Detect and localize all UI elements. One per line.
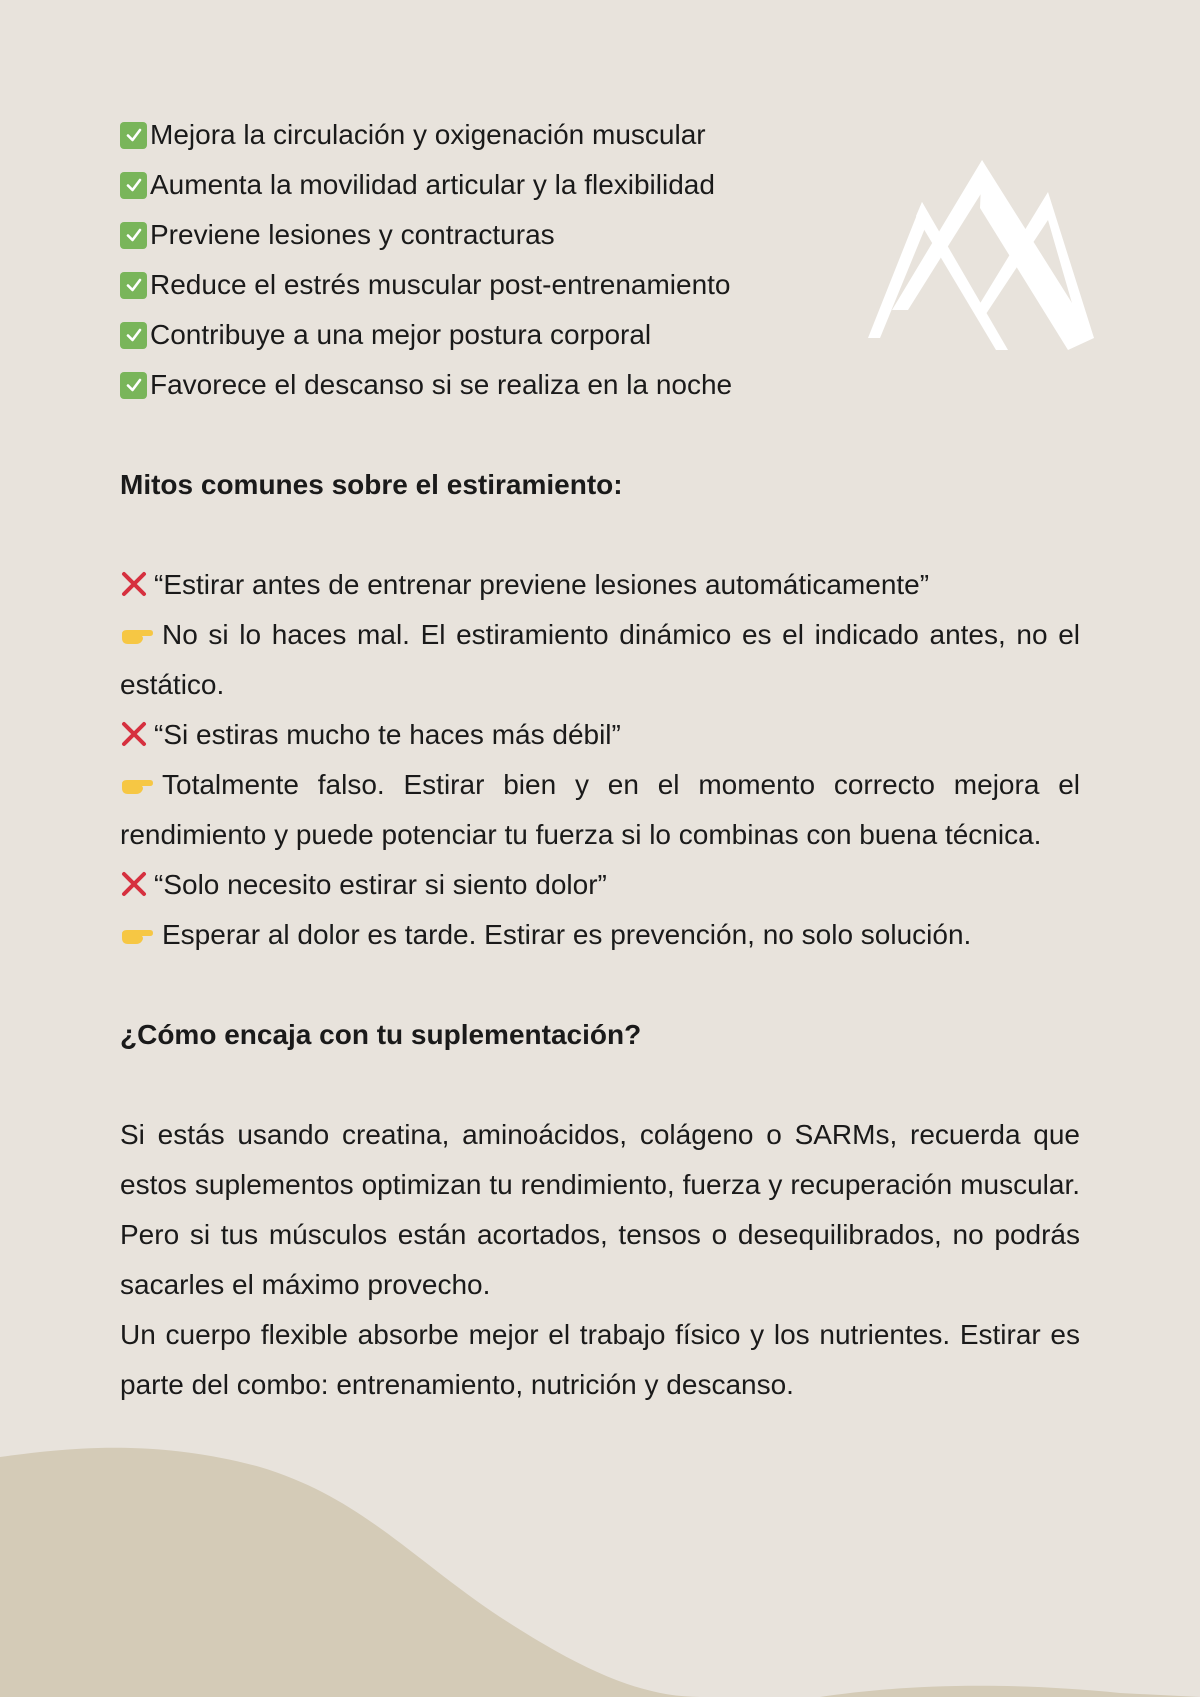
benefit-text: Aumenta la movilidad articular y la flexibilidad	[150, 169, 715, 200]
myth-answer	[120, 910, 1080, 960]
benefit-text: Favorece el descanso si se realiza en la noche	[150, 369, 733, 400]
supplement-heading: ¿Cómo encaja con tu suplementación?	[120, 1019, 642, 1050]
check-mark-icon	[120, 172, 147, 199]
pointing-hand-icon	[120, 926, 154, 946]
answer-text: No si lo haces mal. El estiramiento dinámico es el indicado antes, no el estático.	[120, 619, 1080, 700]
myth-answer	[120, 610, 1080, 710]
cross-mark-icon	[120, 720, 148, 748]
decorative-wave	[0, 1437, 1200, 1697]
benefit-text: Previene lesiones y contracturas	[150, 219, 555, 250]
cross-mark-icon	[120, 570, 148, 598]
benefits-list	[120, 110, 1080, 410]
myth-text: “Estirar antes de entrenar previene lesiones automáticamente”	[154, 569, 930, 600]
pointing-hand-icon	[120, 626, 154, 646]
benefit-text: Mejora la circulación y oxigenación muscular	[150, 119, 706, 150]
benefit-item	[120, 360, 1080, 410]
answer-text: Esperar al dolor es tarde. Estirar es prevención, no solo solución.	[162, 919, 972, 950]
document-content	[120, 110, 1080, 1410]
myths-heading: Mitos comunes sobre el estiramiento:	[120, 469, 623, 500]
check-mark-icon	[120, 372, 147, 399]
benefit-item	[120, 310, 1080, 360]
supplement-body	[120, 1110, 1080, 1410]
paragraph: Un cuerpo flexible absorbe mejor el trabajo físico y los nutrientes. Estirar es parte del combo: entrenamiento, nutrición y descanso.	[120, 1319, 1080, 1400]
benefit-item	[120, 260, 1080, 310]
myth-text: “Solo necesito estirar si siento dolor”	[154, 869, 607, 900]
answer-text: Totalmente falso. Estirar bien y en el momento correcto mejora el rendimiento y puede potenciar tu fuerza si lo combinas con buena técnica.	[120, 769, 1080, 850]
paragraph: Si estás usando creatina, aminoácidos, colágeno o SARMs, recuerda que estos suplementos optimizan tu rendimiento, fuerza y recuperación muscular. Pero si tus músculos están acortados, tensos o desequilibrados, no podrás sacarles el máximo provecho.	[120, 1119, 1080, 1300]
benefit-item	[120, 160, 1080, 210]
benefit-item	[120, 110, 1080, 160]
pointing-hand-icon	[120, 776, 154, 796]
check-mark-icon	[120, 272, 147, 299]
benefit-item	[120, 210, 1080, 260]
myth-text: “Si estiras mucho te haces más débil”	[154, 719, 621, 750]
benefit-text: Contribuye a una mejor postura corporal	[150, 319, 652, 350]
myth-statement	[120, 710, 1080, 760]
benefit-text: Reduce el estrés muscular post-entrenamiento	[150, 269, 731, 300]
myth-answer	[120, 760, 1080, 860]
myth-statement	[120, 860, 1080, 910]
check-mark-icon	[120, 322, 147, 349]
check-mark-icon	[120, 122, 147, 149]
myths-list	[120, 560, 1080, 960]
check-mark-icon	[120, 222, 147, 249]
cross-mark-icon	[120, 870, 148, 898]
myth-statement	[120, 560, 1080, 610]
